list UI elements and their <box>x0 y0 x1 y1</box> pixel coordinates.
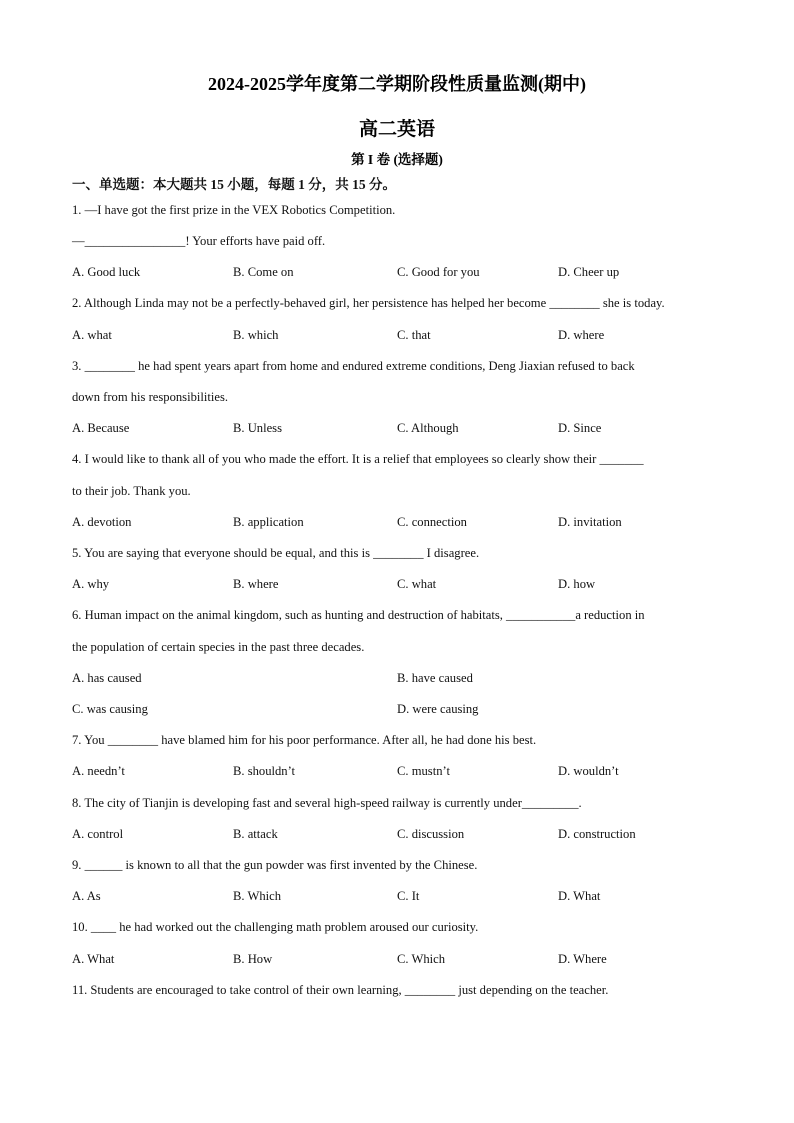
option-a[interactable]: A. devotion <box>72 515 132 529</box>
question-8-stem-line-1: 8. The city of Tianjin is developing fast and several high-speed railway is currently under_________. <box>72 796 582 810</box>
option-c[interactable]: C. discussion <box>397 827 465 841</box>
option-c[interactable]: C. It <box>397 889 420 903</box>
option-c[interactable]: C. Which <box>397 952 446 966</box>
option-c[interactable]: C. mustn’t <box>397 764 450 778</box>
option-b[interactable]: B. Unless <box>233 421 282 435</box>
option-a[interactable]: A. As <box>72 889 101 903</box>
option-d[interactable]: D. where <box>558 328 605 342</box>
exam-title: 2024-2025学年度第二学期阶段性质量监测(期中) <box>208 74 586 94</box>
option-a[interactable]: A. has caused <box>72 671 142 685</box>
option-d[interactable]: D. construction <box>558 827 636 841</box>
question-7-stem-line-1: 7. You ________ have blamed him for his poor performance. After all, he had done his best. <box>72 733 537 747</box>
section-heading: 一、单选题：本大题共 15 小题，每题 1 分，共 15 分。 <box>72 177 396 192</box>
option-b[interactable]: B. where <box>233 577 279 591</box>
question-9-stem-line-1: 9. ______ is known to all that the gun powder was first invented by the Chinese. <box>72 858 478 872</box>
option-a[interactable]: A. what <box>72 328 112 342</box>
question-10-stem-line-1: 10. ____ he had worked out the challenging math problem aroused our curiosity. <box>72 920 479 934</box>
option-c[interactable]: C. Good for you <box>397 265 480 279</box>
volume-title: 第 I 卷 (选择题) <box>351 152 443 167</box>
option-d[interactable]: D. how <box>558 577 596 591</box>
option-c[interactable]: C. Although <box>397 421 459 435</box>
option-d[interactable]: D. Cheer up <box>558 265 620 279</box>
option-b[interactable]: B. have caused <box>397 671 473 685</box>
option-d[interactable]: D. Since <box>558 421 602 435</box>
question-3-stem-line-2: down from his responsibilities. <box>72 390 229 404</box>
option-b[interactable]: B. Come on <box>233 265 294 279</box>
option-b[interactable]: B. application <box>233 515 304 529</box>
option-b[interactable]: B. which <box>233 328 279 342</box>
question-6-stem-line-1: 6. Human impact on the animal kingdom, such as hunting and destruction of habitats, ___________a reduction in <box>72 608 645 622</box>
subject-title: 高二英语 <box>358 119 435 140</box>
question-4-stem-line-2: to their job. Thank you. <box>72 484 191 498</box>
question-3-stem-line-1: 3. ________ he had spent years apart from home and endured extreme conditions, Deng Jiaxian refused to back <box>72 359 635 373</box>
option-d[interactable]: D. were causing <box>397 702 479 716</box>
option-a[interactable]: A. What <box>72 952 115 966</box>
option-d[interactable]: D. wouldn’t <box>558 764 619 778</box>
option-b[interactable]: B. shouldn’t <box>233 764 296 778</box>
option-c[interactable]: C. what <box>397 577 437 591</box>
question-6-stem-line-2: the population of certain species in the past three decades. <box>72 640 365 654</box>
option-c[interactable]: C. connection <box>397 515 467 529</box>
option-d[interactable]: D. What <box>558 889 601 903</box>
option-c[interactable]: C. that <box>397 328 431 342</box>
option-a[interactable]: A. needn’t <box>72 764 125 778</box>
question-11-stem-line-1: 11. Students are encouraged to take control of their own learning, ________ just depending on the teacher. <box>72 983 609 997</box>
question-2-stem-line-1: 2. Although Linda may not be a perfectly-behaved girl, her persistence has helped her become ________ she is today. <box>72 296 665 310</box>
option-b[interactable]: B. How <box>233 952 273 966</box>
option-c[interactable]: C. was causing <box>72 702 148 716</box>
option-a[interactable]: A. control <box>72 827 124 841</box>
option-b[interactable]: B. Which <box>233 889 282 903</box>
question-5-stem-line-1: 5. You are saying that everyone should be equal, and this is ________ I disagree. <box>72 546 480 560</box>
option-d[interactable]: D. Where <box>558 952 607 966</box>
question-1-stem-line-2: —________________! Your efforts have paid off. <box>72 234 326 248</box>
question-4-stem-line-1: 4. I would like to thank all of you who made the effort. It is a relief that employees so clearly show their _______ <box>72 452 644 466</box>
option-b[interactable]: B. attack <box>233 827 278 841</box>
question-1-stem-line-1: 1. —I have got the first prize in the VEX Robotics Competition. <box>72 203 396 217</box>
option-a[interactable]: A. why <box>72 577 110 591</box>
option-a[interactable]: A. Because <box>72 421 130 435</box>
option-d[interactable]: D. invitation <box>558 515 622 529</box>
option-a[interactable]: A. Good luck <box>72 265 141 279</box>
